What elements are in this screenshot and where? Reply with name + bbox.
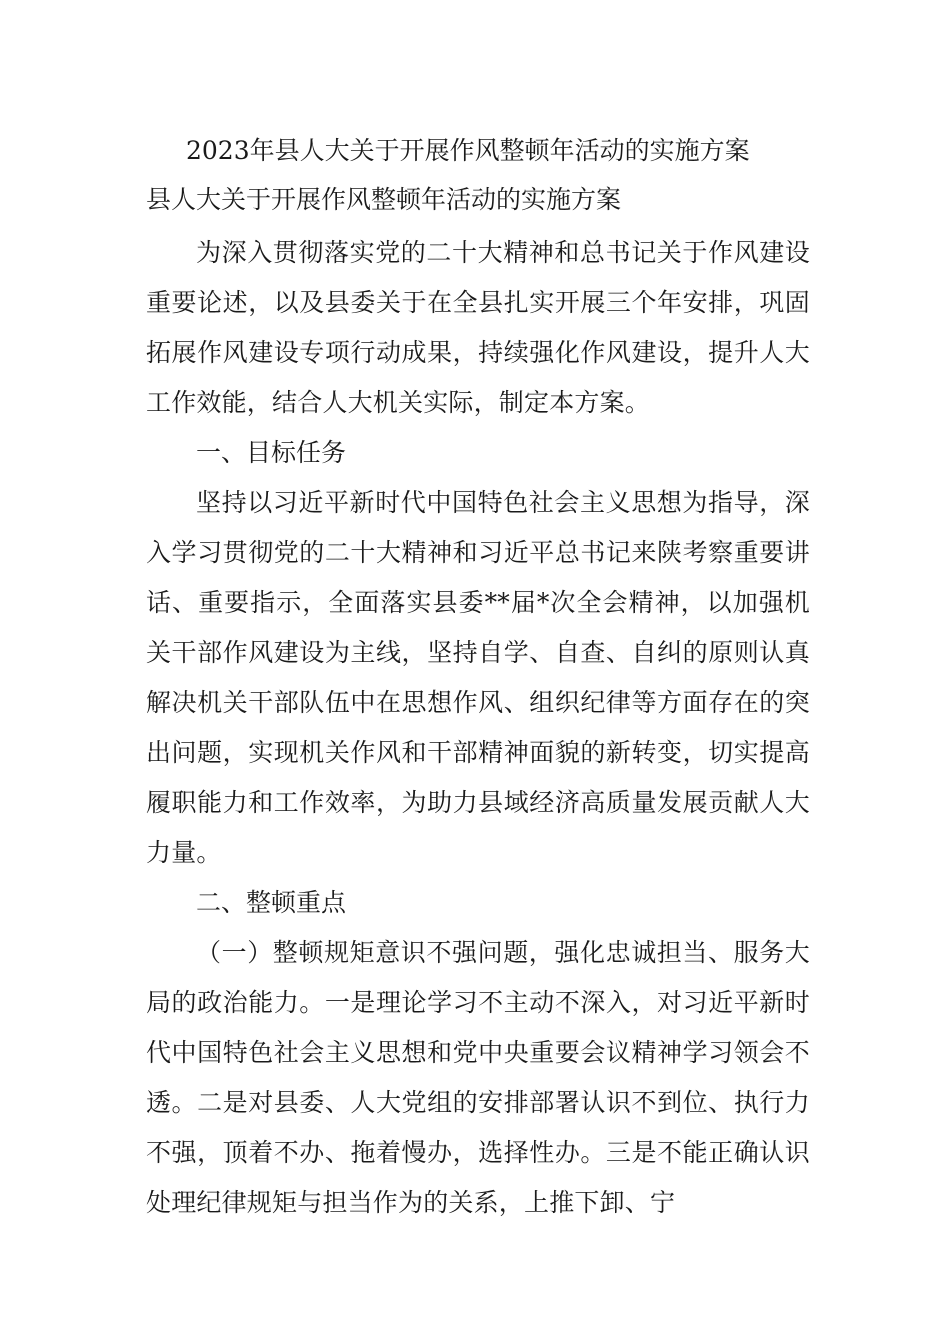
document-title: 2023年县人大关于开展作风整顿年活动的实施方案: [186, 136, 750, 165]
section-heading-focus: 二、整顿重点: [196, 888, 347, 917]
document-body: [146, 228, 810, 1228]
section-heading-goals: 一、目标任务: [196, 438, 347, 467]
goals-paragraph: 坚持以习近平新时代中国特色社会主义思想为指导，深入学习贯彻党的二十大精神和习近平总书记来陕考察重要讲话、重要指示，全面落实县委**届*次全会精神，以加强机关干部作风建设为主线，坚持自学、自查、自纠的原则认真解决机关干部队伍中在思想作风、组织纪律等方面存在的突出问题，实现机关作风和干部精神面貌的新转变，切实提高履职能力和工作效率，为助力县域经济高质量发展贡献人大力量。: [146, 488, 810, 867]
intro-paragraph: 为深入贯彻落实党的二十大精神和总书记关于作风建设重要论述，以及县委关于在全县扎实开展三个年安排，巩固拓展作风建设专项行动成果，持续强化作风建设，提升人大工作效能，结合人大机关实际，制定本方案。: [146, 238, 810, 417]
focus-paragraph-1: （一）整顿规矩意识不强问题，强化忠诚担当、服务大局的政治能力。一是理论学习不主动不深入，对习近平新时代中国特色社会主义思想和党中央重要会议精神学习领会不透。二是对县委、人大党组的安排部署认识不到位、执行力不强，顶着不办、拖着慢办，选择性办。三是不能正确认识处理纪律规矩与担当作为的关系，上推下卸、宁: [146, 938, 810, 1217]
document-subtitle: 县人大关于开展作风整顿年活动的实施方案: [146, 185, 622, 214]
